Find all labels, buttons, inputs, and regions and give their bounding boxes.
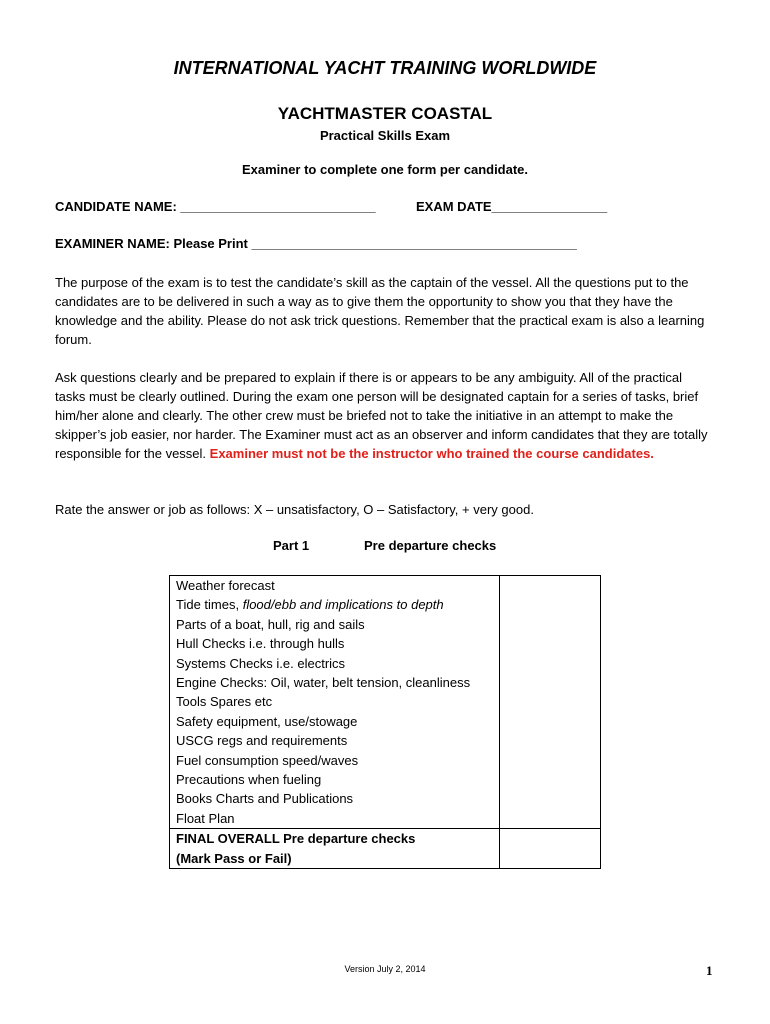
checklist-items bbox=[170, 576, 500, 829]
checklist-item: Float Plan bbox=[176, 810, 235, 826]
organization-title: INTERNATIONAL YACHT TRAINING WORLDWIDE bbox=[173, 58, 597, 78]
examiner-name-field[interactable]: EXAMINER NAME: Please Print _____________________________________________ bbox=[55, 236, 577, 251]
checklist-item-italic: flood/ebb and implications to depth bbox=[242, 597, 444, 613]
checklist-mark-cell[interactable] bbox=[500, 576, 601, 829]
checklist-item: Parts of a boat, hull, rig and sails bbox=[176, 616, 365, 632]
final-overall-cell bbox=[170, 829, 500, 869]
checklist-item: Fuel consumption speed/waves bbox=[176, 752, 359, 768]
checklist-item: USCG regs and requirements bbox=[176, 733, 348, 749]
checklist-item: Tools Spares etc bbox=[176, 694, 273, 710]
exam-subtitle: Practical Skills Exam bbox=[319, 128, 451, 143]
final-overall-mark-cell[interactable] bbox=[500, 829, 601, 869]
instructor-warning: Examiner must not be the instructor who trained the course candidates. bbox=[209, 446, 654, 461]
page-number: 1 bbox=[706, 963, 713, 978]
candidate-name-field[interactable]: CANDIDATE NAME: ___________________________ bbox=[55, 199, 376, 214]
checklist-item: Systems Checks i.e. electrics bbox=[176, 655, 346, 671]
checklist-item: Precautions when fueling bbox=[176, 772, 322, 788]
version-footer: Version July 2, 2014 bbox=[344, 964, 426, 974]
part-number: Part 1 bbox=[273, 538, 310, 553]
rating-paragraph bbox=[55, 500, 715, 519]
purpose-text: The purpose of the exam is to test the candidate’s skill as the captain of the vessel. All the questions put to the candidates are to be delivered in such a way as to give them the opportunity to show you that they have the knowledge and the ability. Please do not ask trick questions. Remember that the practical exam is also a learning forum. bbox=[55, 275, 705, 347]
checklist-item: Hull Checks i.e. through hulls bbox=[176, 636, 345, 652]
part-title: Pre departure checks bbox=[364, 538, 497, 553]
instructions-paragraph bbox=[55, 368, 715, 463]
exam-date-field[interactable]: EXAM DATE________________ bbox=[416, 199, 608, 214]
final-overall-label: FINAL OVERALL Pre departure checks bbox=[176, 831, 416, 847]
checklist-item: Safety equipment, use/stowage bbox=[176, 713, 358, 729]
checklist-item: Engine Checks: Oil, water, belt tension, cleanliness bbox=[176, 675, 471, 691]
purpose-paragraph bbox=[55, 273, 715, 349]
checklist-item: Weather forecast bbox=[176, 578, 275, 593]
final-overall-note: (Mark Pass or Fail) bbox=[176, 850, 292, 866]
checklist-table bbox=[169, 575, 601, 869]
checklist-item: Books Charts and Publications bbox=[176, 791, 354, 807]
examiner-instruction: Examiner to complete one form per candidate. bbox=[241, 162, 529, 177]
ask-questions-text: Ask questions clearly and be prepared to explain if there is or appears to be any ambiguity. All of the practical tasks must be clearly outlined. During the exam one person will be designated captain for a series of tasks, brief him/her alone and clearly. The other crew must be briefed not to take the initiative in an attempt to make the skipper’s job easier, nor harder. The Examiner must act as an observer and inform candidates that they are totally responsible for the vessel. bbox=[55, 370, 708, 461]
rating-text: Rate the answer or job as follows: X – unsatisfactory, O – Satisfactory, + very good. bbox=[55, 502, 534, 517]
checklist-item: Tide times, flood/ebb and implications to depth bbox=[176, 597, 444, 613]
program-title: YACHTMASTER COASTAL bbox=[277, 104, 493, 123]
